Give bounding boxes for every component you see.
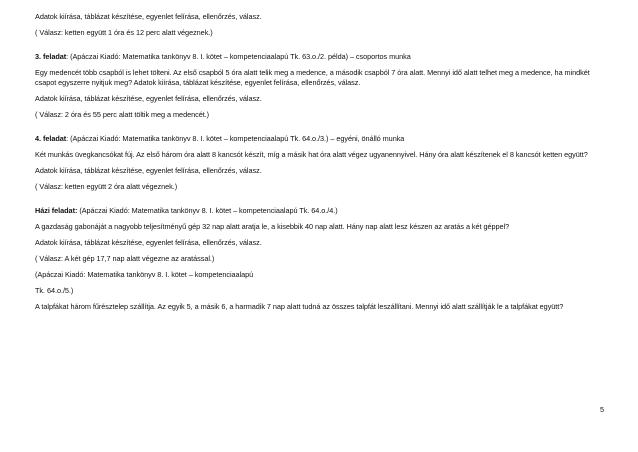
task-3-label: 3. feladat <box>35 52 67 61</box>
homework-label: Házi feladat: <box>35 206 78 215</box>
task-4-heading <box>35 134 604 144</box>
task-4-source: : (Apáczai Kiadó: Matematika tankönyv 8. I. kötet – kompetenciaalapú Tk. 64.o./3.) – egyéni, önálló munka <box>66 134 405 143</box>
task-3-heading <box>35 52 604 62</box>
answer-line: ( Válasz: ketten együtt 2 óra alatt végeznek.) <box>35 182 178 191</box>
instruction-line: Adatok kiírása, táblázat készítése, egyenlet felírása, ellenőrzés, válasz. <box>35 12 262 21</box>
task-3-text: Egy medencét több csapból is lehet tölteni. Az első csapból 5 óra alatt telik meg a medence, a második csapból 7 óra alatt. Mennyi idő alatt telhet meg a medence, ha mindkét csapot egyszerre nyitjuk meg? Adatok kiírása, táblázat készítése, egyenlet felírása, ellenőrzés, válasz. <box>35 68 590 87</box>
answer-line: ( Válasz: A két gép 17,7 nap alatt végezne az aratással.) <box>35 254 215 263</box>
task-4-text: Két munkás üvegkancsókat fúj. Az első három óra alatt 8 kancsót készít, míg a másik hat óra alatt végez ugyanennyivel. Hány óra alatt készítenek el 8 kancsót ketten együtt? <box>35 150 588 159</box>
instruction-line: Adatok kiírása, táblázat készítése, egyenlet felírása, ellenőrzés, válasz. <box>35 238 262 247</box>
task-4-label: 4. feladat <box>35 134 67 143</box>
page-number: 5 <box>599 405 604 414</box>
task-3-source: : (Apáczai Kiadó: Matematika tankönyv 8. I. kötet – kompetenciaalapú Tk. 63.o./2. példa) – csoportos munka <box>66 52 411 61</box>
homework-text-2: A talpfákat három fűrésztelep szállítja. Az egyik 5, a másik 6, a harmadik 7 nap alatt tudná az összes talpfát leszállítani. Mennyi idő alatt szállítják le a talpfákat együtt? <box>35 302 564 311</box>
answer-line: ( Válasz: ketten együtt 1 óra és 12 perc alatt végeznek.) <box>35 28 213 37</box>
homework-text: A gazdaság gabonáját a nagyobb teljesítményű gép 32 nap alatt aratja le, a kisebbik 40 nap alatt. Hány nap alatt lesz készen az aratás a két géppel? <box>35 222 510 231</box>
homework-heading <box>35 206 604 216</box>
source-line-continued: Tk. 64.o./5.) <box>35 286 74 295</box>
answer-line: ( Válasz: 2 óra és 55 perc alatt töltik meg a medencét.) <box>35 110 210 119</box>
source-line: (Apáczai Kiadó: Matematika tankönyv 8. I. kötet – kompetenciaalapú <box>35 270 254 279</box>
instruction-line: Adatok kiírása, táblázat készítése, egyenlet felírása, ellenőrzés, válasz. <box>35 166 262 175</box>
homework-source: (Apáczai Kiadó: Matematika tankönyv 8. I. kötet – kompetenciaalapú Tk. 64.o./4.) <box>77 206 338 215</box>
instruction-line: Adatok kiírása, táblázat készítése, egyenlet felírása, ellenőrzés, válasz. <box>35 94 262 103</box>
